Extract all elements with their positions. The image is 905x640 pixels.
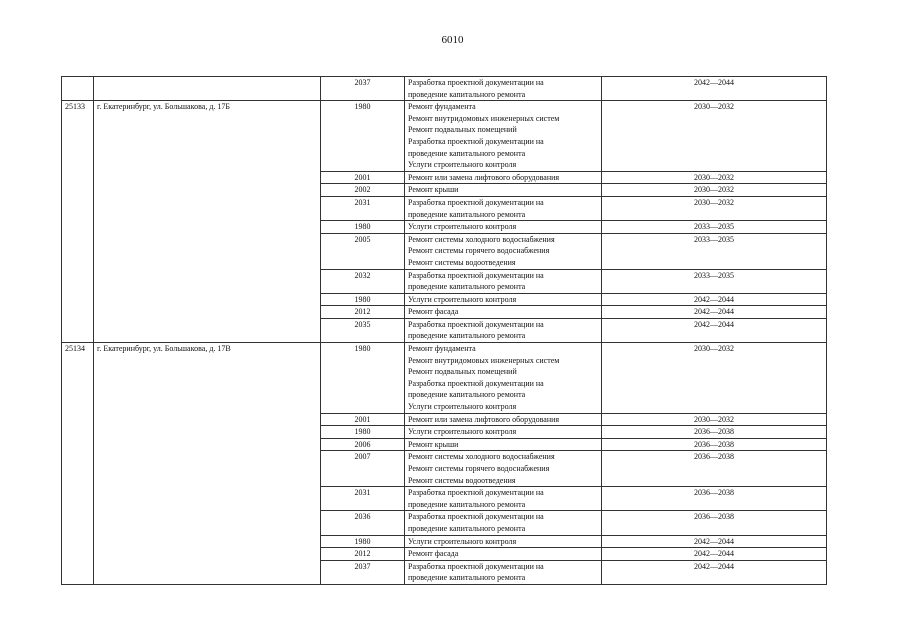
- period-cell: 2042—2044: [602, 548, 827, 561]
- work-type-cell: [405, 306, 602, 319]
- period-cell: 2030—2032: [602, 343, 827, 414]
- work-type-cell: [405, 184, 602, 197]
- work-type-line: Услуги строительного контроля: [408, 294, 517, 304]
- year-cell: 2035: [321, 318, 405, 342]
- year-cell: 2012: [321, 548, 405, 561]
- year-cell: 2001: [321, 413, 405, 426]
- work-type-line: Услуги строительного контроля: [408, 222, 517, 232]
- address-cell: г. Екатеринбург, ул. Большакова, д. 17В: [94, 343, 321, 585]
- year-cell: 2037: [321, 560, 405, 584]
- work-type-line: Разработка проектной документации на: [408, 488, 544, 498]
- period-cell: 2030—2032: [602, 196, 827, 220]
- page-number: 6010: [441, 34, 464, 46]
- work-type-line: Ремонт фундамента: [408, 344, 476, 354]
- period-cell: 2033—2035: [602, 221, 827, 234]
- work-type-line: Разработка проектной документации на: [408, 197, 544, 207]
- year-cell: 1980: [321, 426, 405, 439]
- year-cell: 1980: [321, 343, 405, 414]
- work-type-line: Ремонт подвальных помещений: [408, 125, 517, 135]
- work-type-line: Разработка проектной документации на: [408, 512, 544, 522]
- table-row: [62, 101, 827, 172]
- work-type-line: проведение капитального ремонта: [408, 523, 526, 533]
- object-id-cell: [62, 77, 94, 101]
- work-type-line: Ремонт внутридомовых инженерных систем: [408, 355, 560, 365]
- work-type-line: Ремонт системы горячего водоснабжения: [408, 464, 550, 473]
- period-cell: 2036—2038: [602, 487, 827, 511]
- object-id-cell: 25134: [62, 343, 94, 585]
- work-type-cell: [405, 221, 602, 234]
- work-type-line: Ремонт системы водоотведения: [408, 475, 516, 485]
- period-cell: 2036—2038: [602, 426, 827, 439]
- period-cell: 2030—2032: [602, 171, 827, 184]
- work-type-line: Разработка проектной документации на: [408, 561, 544, 571]
- table-body: [62, 77, 827, 585]
- work-type-cell: [405, 293, 602, 306]
- period-cell: 2042—2044: [602, 293, 827, 306]
- work-type-cell: [405, 171, 602, 184]
- period-cell: 2042—2044: [602, 535, 827, 548]
- period-cell: 2042—2044: [602, 77, 827, 101]
- period-cell: 2030—2032: [602, 413, 827, 426]
- work-type-cell: [405, 413, 602, 426]
- work-type-line: Ремонт системы холодного водоснабжения: [408, 234, 555, 244]
- work-type-line: Ремонт подвальных помещений: [408, 367, 517, 377]
- work-type-line: Услуги строительного контроля: [408, 402, 517, 412]
- period-cell: 2036—2038: [602, 451, 827, 487]
- work-type-cell: [405, 101, 602, 172]
- work-type-cell: [405, 77, 602, 101]
- year-cell: 2036: [321, 511, 405, 535]
- year-cell: 2031: [321, 196, 405, 220]
- work-type-cell: [405, 535, 602, 548]
- work-type-line: Услуги строительного контроля: [408, 536, 517, 546]
- address-cell: [94, 77, 321, 101]
- table-row: [62, 77, 827, 101]
- work-type-cell: [405, 451, 602, 487]
- year-cell: 2012: [321, 306, 405, 319]
- work-type-line: Ремонт системы водоотведения: [408, 257, 516, 267]
- year-cell: 2007: [321, 451, 405, 487]
- work-type-cell: [405, 487, 602, 511]
- period-cell: 2033—2035: [602, 233, 827, 269]
- period-cell: 2033—2035: [602, 269, 827, 293]
- work-type-line: проведение капитального ремонта: [408, 390, 526, 400]
- year-cell: 1980: [321, 293, 405, 306]
- period-cell: 2036—2038: [602, 511, 827, 535]
- work-type-cell: [405, 511, 602, 535]
- period-cell: 2042—2044: [602, 560, 827, 584]
- work-type-line: Услуги строительного контроля: [408, 160, 517, 170]
- repair-schedule-table: [61, 76, 827, 585]
- work-type-line: Разработка проектной документации на: [408, 378, 544, 388]
- work-type-cell: [405, 560, 602, 584]
- work-type-cell: [405, 343, 602, 414]
- work-type-cell: [405, 196, 602, 220]
- work-type-line: проведение капитального ремонта: [408, 148, 526, 158]
- work-type-line: Ремонт или замена лифтового оборудования: [408, 172, 560, 182]
- work-type-line: Ремонт внутридомовых инженерных систем: [408, 113, 560, 123]
- year-cell: 2005: [321, 233, 405, 269]
- work-type-line: Разработка проектной документации на: [408, 319, 544, 329]
- work-type-line: Ремонт системы горячего водоснабжения: [408, 246, 550, 256]
- year-cell: 2037: [321, 77, 405, 101]
- work-type-line: Ремонт фасада: [408, 549, 459, 559]
- year-cell: 1980: [321, 535, 405, 548]
- work-type-line: Услуги строительного контроля: [408, 427, 517, 437]
- work-type-line: Ремонт фундамента: [408, 102, 476, 112]
- year-cell: 2006: [321, 438, 405, 451]
- period-cell: 2030—2032: [602, 184, 827, 197]
- work-type-cell: [405, 318, 602, 342]
- work-type-cell: [405, 233, 602, 269]
- year-cell: 2001: [321, 171, 405, 184]
- work-type-line: Ремонт крыши: [408, 439, 459, 449]
- period-cell: 2042—2044: [602, 318, 827, 342]
- work-type-line: проведение капитального ремонта: [408, 89, 526, 99]
- year-cell: 1980: [321, 221, 405, 234]
- work-type-line: проведение капитального ремонта: [408, 282, 526, 292]
- year-cell: 2031: [321, 487, 405, 511]
- table-row: [62, 343, 827, 414]
- year-cell: 2032: [321, 269, 405, 293]
- work-type-cell: [405, 548, 602, 561]
- period-cell: 2030—2032: [602, 101, 827, 172]
- work-type-line: проведение капитального ремонта: [408, 573, 526, 583]
- work-type-line: проведение капитального ремонта: [408, 331, 526, 341]
- work-type-cell: [405, 438, 602, 451]
- work-type-line: Разработка проектной документации на: [408, 78, 544, 87]
- object-id-cell: 25133: [62, 101, 94, 343]
- work-type-line: Ремонт системы холодного водоснабжения: [408, 452, 555, 462]
- address-cell: г. Екатеринбург, ул. Большакова, д. 17Б: [94, 101, 321, 343]
- work-type-line: проведение капитального ремонта: [408, 209, 526, 219]
- year-cell: 2002: [321, 184, 405, 197]
- period-cell: 2036—2038: [602, 438, 827, 451]
- work-type-line: Ремонт крыши: [408, 185, 459, 195]
- work-type-line: Ремонт или замена лифтового оборудования: [408, 414, 560, 424]
- work-type-line: проведение капитального ремонта: [408, 499, 526, 509]
- period-cell: 2042—2044: [602, 306, 827, 319]
- work-type-line: Разработка проектной документации на: [408, 270, 544, 280]
- year-cell: 1980: [321, 101, 405, 172]
- work-type-line: Ремонт фасада: [408, 307, 459, 317]
- work-type-cell: [405, 269, 602, 293]
- work-type-cell: [405, 426, 602, 439]
- work-type-line: Разработка проектной документации на: [408, 136, 544, 146]
